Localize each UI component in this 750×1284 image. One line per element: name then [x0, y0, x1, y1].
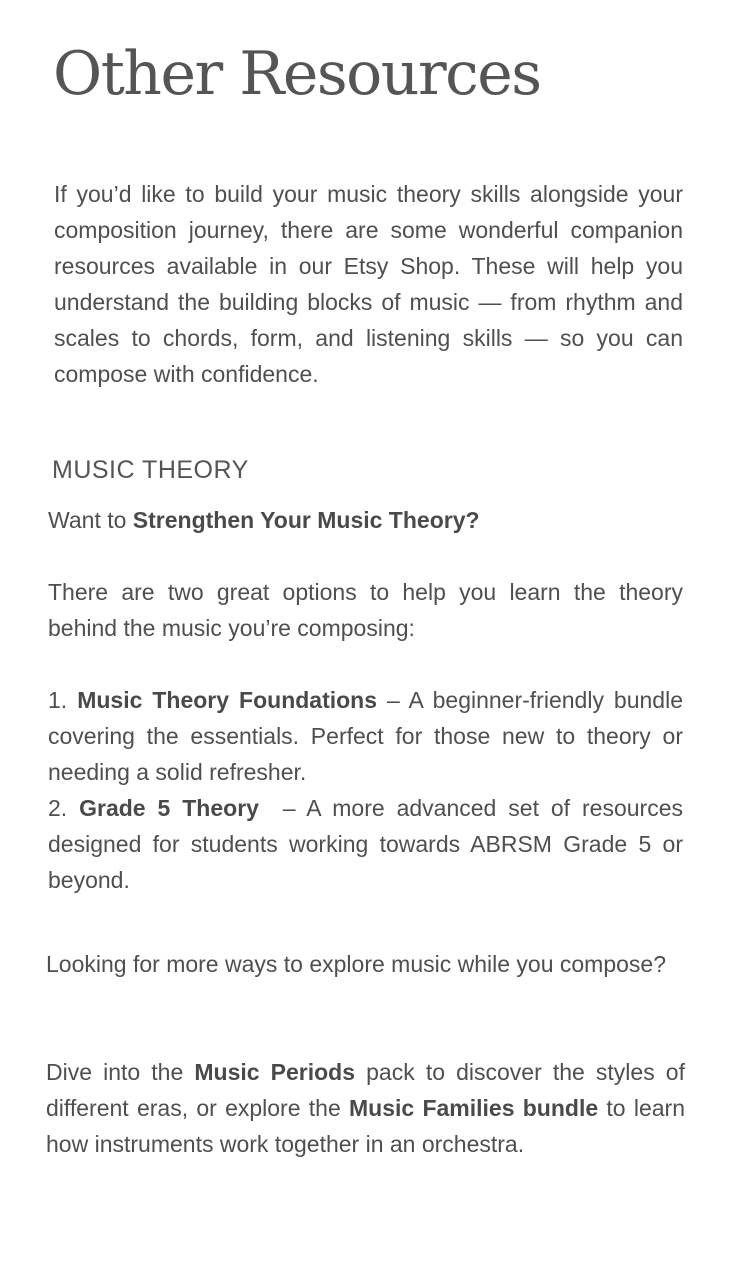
option-name-music-theory-foundations[interactable]: Music Theory Foundations — [77, 687, 378, 713]
option-item-grade-5-theory — [48, 790, 690, 898]
intro-paragraph: If you’d like to build your music theory skills alongside your composition journey, there are some wonderful companion resources available in our Etsy Shop. These will help you understand the building blocks of music — from rhythm and scales to chords, form, and listening skills — so you can compose with confidence. — [54, 181, 683, 387]
option-description: – A more advanced set of resources designed for students working towards ABRSM Grade 5 or beyond. — [48, 795, 690, 893]
music-families-bundle-link[interactable]: Music Families bundle — [349, 1095, 599, 1121]
explore-question: Looking for more ways to explore music while you compose? — [46, 951, 667, 977]
option-name-grade-5-theory[interactable]: Grade 5 Theory — [79, 795, 259, 821]
options-intro: There are two great options to help you learn the theory behind the music you’re composing: — [48, 579, 683, 641]
theory-prompt-prefix: Want to — [48, 507, 133, 533]
option-number: 2. — [48, 795, 80, 821]
music-periods-link[interactable]: Music Periods — [194, 1059, 356, 1085]
page-title: Other Resources — [53, 39, 541, 109]
explore-text-part1: Dive into the — [46, 1059, 195, 1085]
explore-text-part3: to learn how instruments work together in an orchestra. — [46, 1095, 685, 1157]
section-heading-music-theory: MUSIC THEORY — [52, 456, 249, 484]
explore-paragraph — [46, 1054, 685, 1162]
explore-text-part2: pack to discover the styles of different eras, or explore the — [46, 1059, 685, 1121]
option-description: – A beginner-friendly bundle covering the essentials. Perfect for those new to theory or needing a solid refresher. — [48, 687, 684, 785]
option-item-music-theory-foundations — [48, 682, 683, 790]
theory-prompt — [48, 502, 683, 538]
theory-prompt-strong: Strengthen Your Music Theory? — [132, 507, 480, 533]
option-number: 1. — [48, 687, 78, 713]
